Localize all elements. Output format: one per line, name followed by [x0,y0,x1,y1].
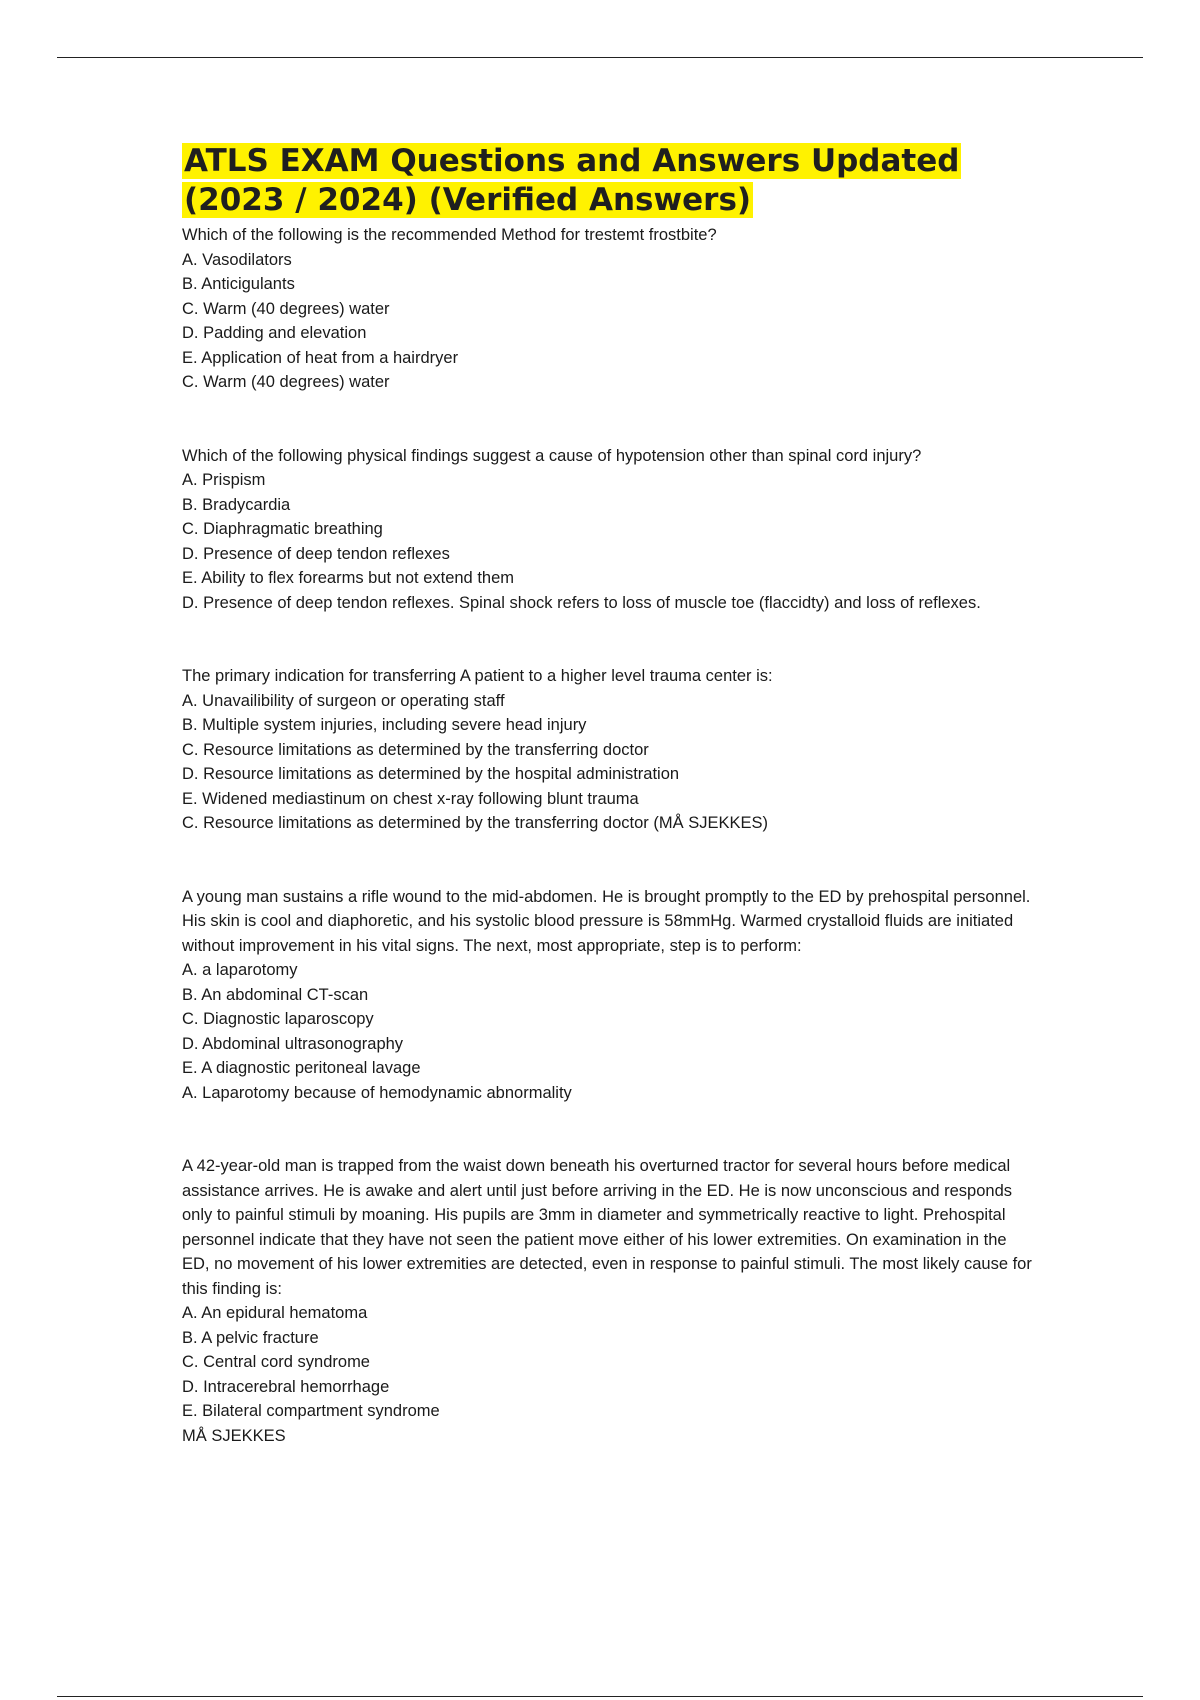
answer-option: B. Bradycardia [182,495,291,514]
answer-option: A. a laparotomy [182,961,298,979]
answer-option: D. Intracerebral hemorrhage [182,1377,390,1396]
answer-option: E. Application of heat from a hairdryer [182,348,459,367]
question-gap [182,395,1032,444]
answer-option: C. Resource limitations as determined by the transferring doctor [182,740,649,759]
correct-answer: C. Warm (40 degrees) water [182,373,390,391]
correct-answer: A. Laparotomy because of hemodynamic abnormality [182,1083,572,1102]
answer-option: E. Ability to flex forearms but not extend them [182,569,514,587]
answer-option: A. Unavailibility of surgeon or operating staff [182,691,505,710]
question-1 [182,223,1032,395]
answer-option: B. An abdominal CT-scan [182,985,369,1004]
footer-rule [57,1696,1143,1697]
answer-option: D. Abdominal ultrasonography [182,1034,404,1053]
answer-option: E. Widened mediastinum on chest x-ray following blunt trauma [182,789,639,808]
question-3 [182,664,1032,836]
question-gap [182,1105,1032,1154]
answer-option: E. A diagnostic peritoneal lavage [182,1059,421,1077]
answer-option: B. Multiple system injuries, including severe head injury [182,716,587,734]
answer-option: B. Anticigulants [182,275,295,293]
answer-option: E. Bilateral compartment syndrome [182,1402,440,1420]
document-title [182,142,1032,220]
question-5 [182,1154,1032,1448]
answer-option: D. Padding and elevation [182,324,367,342]
question-stem: Which of the following physical findings suggest a cause of hypotension other than spinal cord injury? [182,446,922,465]
answer-option: C. Warm (40 degrees) water [182,299,390,318]
answer-option: C. Diaphragmatic breathing [182,520,383,538]
answer-option: C. Diagnostic laparoscopy [182,1010,374,1028]
answer-option: A. Prispism [182,471,266,489]
question-gap [182,615,1032,664]
answer-option: D. Presence of deep tendon reflexes [182,544,450,563]
question-stem: Which of the following is the recommended Method for trestemt frostbite? [182,226,717,244]
document-body [182,142,1032,1448]
question-2 [182,444,1032,616]
answer-option: A. Vasodilators [182,250,292,269]
correct-answer: C. Resource limitations as determined by the transferring doctor (MÅ SJEKKES) [182,814,768,832]
header-rule [57,57,1143,58]
question-gap [182,836,1032,885]
question-stem: A 42-year-old man is trapped from the waist down beneath his overturned tractor for several hours before medical assistance arrives. He is awake and alert until just before arriving in the ED. He is now unconscious and responds only to painful stimuli by moaning. His pupils are 3mm in diameter and symmetrically reactive to light. Prehospital personnel indicate that they have not seen the patient move either of his lower extremities. On examination in the ED, no movement of his lower extremities are detected, even in response to painful stimuli. The most likely cause for this finding is: [182,1157,1032,1298]
answer-option: D. Resource limitations as determined by the hospital administration [182,765,680,783]
question-stem: A young man sustains a rifle wound to the mid-abdomen. He is brought promptly to the ED by prehospital personnel. His skin is cool and diaphoretic, and his systolic blood pressure is 58mmHg. Warmed crystalloid fluids are initiated without improvement in his vital signs. The next, most appropriate, step is to perform: [182,887,1031,955]
answer-option: B. A pelvic fracture [182,1328,319,1347]
answer-option: A. An epidural hematoma [182,1304,368,1322]
correct-answer: D. Presence of deep tendon reflexes. Spinal shock refers to loss of muscle toe (flaccidty) and loss of reflexes. [182,593,981,612]
question-4 [182,885,1032,1106]
document-title-text: ATLS EXAM Questions and Answers Updated (2023 / 2024) (Verified Answers) [184,143,960,218]
question-stem: The primary indication for transferring A patient to a higher level trauma center is: [182,667,773,685]
correct-answer: MÅ SJEKKES [182,1426,286,1445]
answer-option: C. Central cord syndrome [182,1353,370,1371]
